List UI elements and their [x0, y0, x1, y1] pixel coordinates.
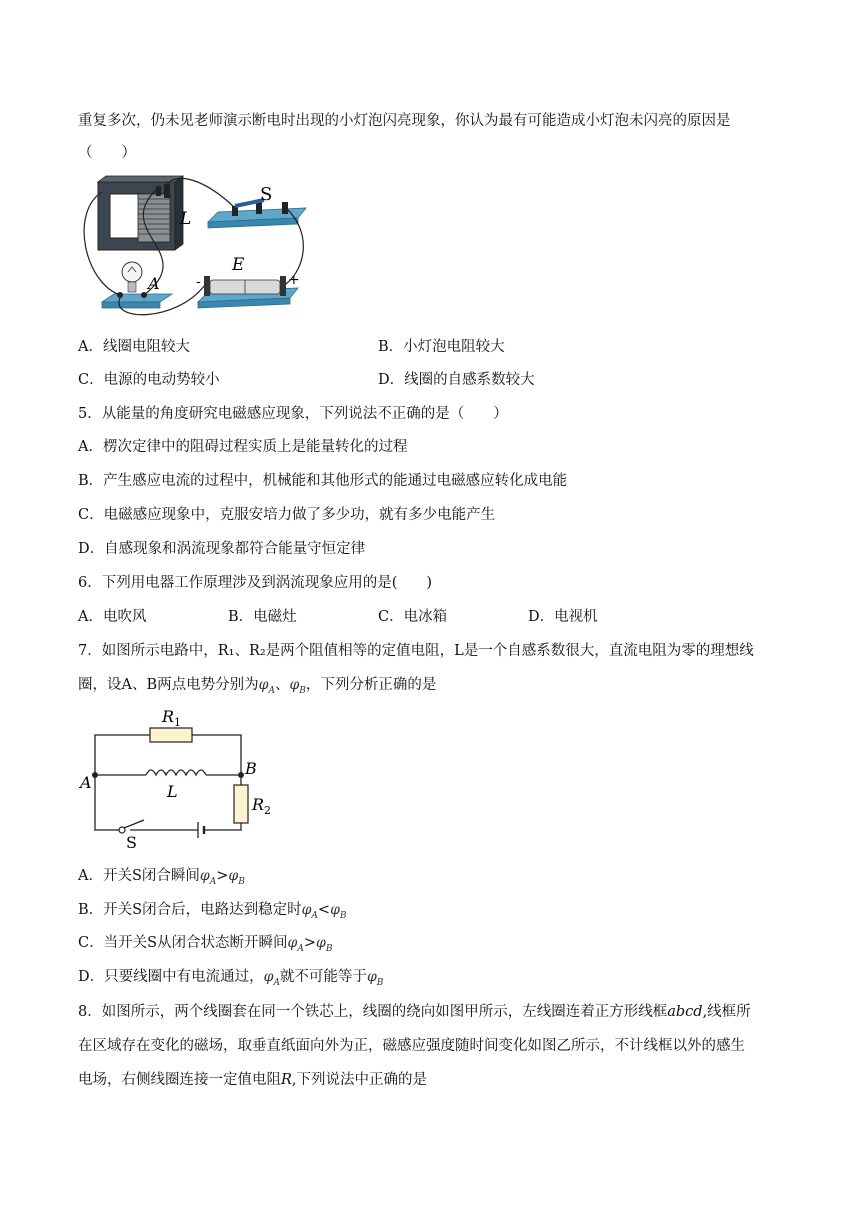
q8-stem-line1 — [78, 1002, 751, 1022]
q7-circuit-figure — [78, 702, 278, 852]
q4-label-plus: + — [288, 272, 300, 288]
q4-label-E: E — [232, 255, 245, 275]
q8-line3-text: 电场，右侧线圈连接一定值电阻 — [78, 1072, 281, 1088]
q7-option-d-mid: 就不可能等于 — [279, 969, 367, 985]
q5-option-c: C．电磁感应现象中，克服安培力做了多少功，就有多少电能产生 — [78, 507, 496, 523]
q4-label-minus: - — [196, 274, 201, 290]
q7-label-r1: $R_1$ — [162, 707, 182, 729]
phi-b-symbol: $\varphi_B$ — [289, 677, 306, 696]
q4-option-c: C．电源的电动势较小 — [78, 372, 220, 388]
q7-option-d — [78, 967, 383, 993]
q7-label-r2: $R_2$ — [252, 795, 272, 817]
q8-line1-tail: ,线框所 — [702, 1004, 751, 1020]
q6-option-c: C．电冰箱 — [378, 609, 448, 625]
q6-option-d: D．电视机 — [528, 609, 598, 625]
q8-stem-line3 — [78, 1070, 427, 1090]
q7-option-c-relation: > — [303, 935, 316, 951]
q7-stem-line2-c: ，下列分析正确的是 — [305, 677, 437, 693]
q4-label-L: L — [180, 209, 192, 229]
phi-a-symbol: $\varphi_A$ — [301, 902, 318, 921]
q7-stem-line1: 7．如图所示电路中，R₁、R₂是两个阻值相等的定值电阻，L是一个自感系数很大，直流电阻为零的理想线 — [78, 643, 754, 659]
phi-a-symbol: $\varphi_A$ — [258, 677, 275, 696]
q7-option-a — [78, 866, 245, 892]
q7-option-b-text: B．开关S闭合后，电路达到稳定时 — [78, 902, 302, 918]
phi-b-symbol: $\varphi_B$ — [330, 902, 347, 921]
q5-option-a: A．楞次定律中的阻碍过程实质上是能量转化的过程 — [78, 439, 408, 455]
phi-a-symbol: $\varphi_A$ — [263, 969, 280, 988]
q7-label-L: L — [167, 782, 178, 801]
q6-option-b: B．电磁灶 — [228, 609, 297, 625]
q7-label-B: B — [245, 759, 257, 778]
q7-stem-line2-b: 、 — [274, 677, 290, 693]
q7-option-a-relation: > — [216, 868, 229, 884]
q7-label-S: S — [126, 833, 137, 852]
q7-option-c-text: C．当开关S从闭合状态断开瞬间 — [78, 935, 288, 951]
q8-line3-tail: ,下列说法中正确的是 — [291, 1072, 428, 1088]
q7-stem-line2 — [78, 675, 436, 701]
q4-stem-line1: 重复多次，仍未见老师演示断电时出现的小灯泡闪亮现象，你认为最有可能造成小灯泡未闪亮的原因是 — [78, 113, 731, 129]
q8-line1-text: 8．如图所示，两个线圈套在同一个铁芯上，线圈的绕向如图甲所示，左线圈连着正方形线框 — [78, 1004, 668, 1020]
q8-line1-italic: abcd — [667, 1004, 703, 1020]
q7-label-A: A — [80, 773, 92, 792]
q7-option-d-text: D．只要线圈中有电流通过， — [78, 969, 264, 985]
q6-option-a: A．电吹风 — [78, 609, 147, 625]
q6-stem: 6．下列用电器工作原理涉及到涡流现象应用的是( ) — [78, 575, 433, 591]
phi-b-symbol: $\varphi_B$ — [228, 868, 245, 887]
q8-line3-italic: R — [281, 1072, 292, 1088]
q4-answer-blank: （ ） — [78, 145, 136, 161]
q4-label-A: A — [148, 274, 160, 293]
q4-option-b: B．小灯泡电阻较大 — [378, 339, 505, 355]
q5-stem: 5．从能量的角度研究电磁感应现象，下列说法不正确的是（ ） — [78, 406, 508, 422]
phi-a-symbol: $\varphi_A$ — [287, 935, 304, 954]
q7-option-a-text: A．开关S闭合瞬间 — [78, 868, 200, 884]
q4-option-d: D．线圈的自感系数较大 — [378, 372, 535, 388]
q4-option-a: A．线圈电阻较大 — [78, 339, 190, 355]
q8-stem-line2: 在区域存在变化的磁场，取垂直纸面向外为正，磁感应强度随时间变化如图乙所示，不计线框以外的感生 — [78, 1038, 745, 1054]
phi-b-symbol: $\varphi_B$ — [366, 969, 384, 988]
phi-a-symbol: $\varphi_A$ — [199, 868, 217, 887]
q7-stem-line2-a: 圈，设A、B两点电势分别为 — [78, 677, 259, 693]
q4-circuit-figure — [80, 172, 310, 327]
q4-label-S: S — [260, 184, 273, 205]
q5-option-b: B．产生感应电流的过程中，机械能和其他形式的能通过电磁感应转化成电能 — [78, 473, 568, 489]
q5-option-d: D．自感现象和涡流现象都符合能量守恒定律 — [78, 541, 366, 557]
q7-option-b-relation: < — [317, 902, 331, 918]
phi-b-symbol: $\varphi_B$ — [316, 935, 333, 954]
q7-option-b — [78, 900, 347, 926]
q7-option-c — [78, 933, 332, 959]
